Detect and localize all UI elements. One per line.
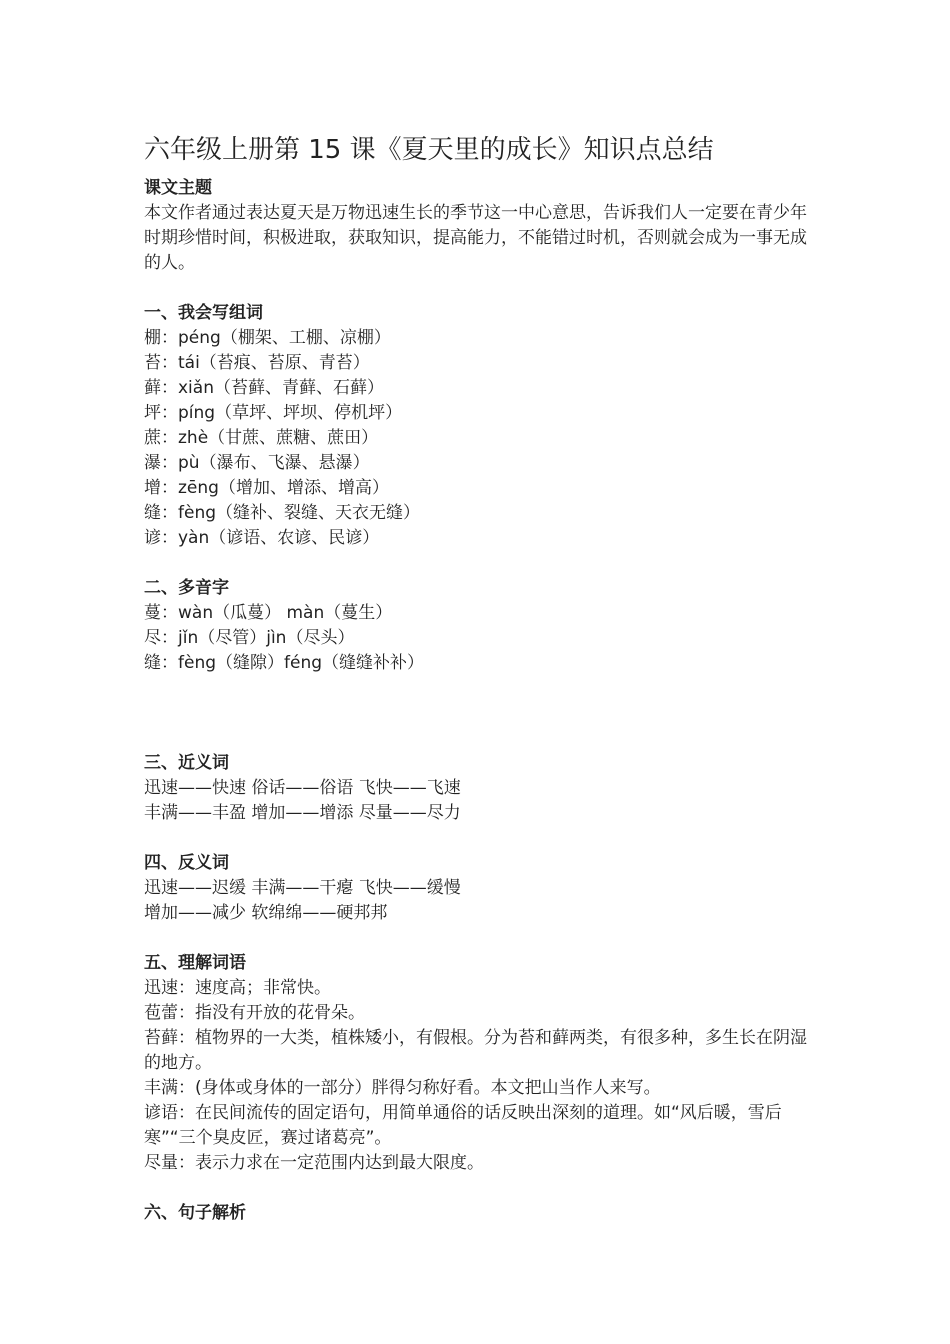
word-entry: 瀑：pù（瀑布、飞瀑、悬瀑） — [144, 453, 370, 473]
section-heading-definitions: 五、理解词语 — [144, 953, 246, 973]
definition-entry: 苞蕾：指没有开放的花骨朵。 — [144, 1003, 365, 1023]
polyphone-entry: 缝：fèng（缝隙）féng（缝缝补补） — [144, 653, 425, 673]
section-heading-synonyms: 三、近义词 — [144, 753, 229, 773]
polyphone-entry: 尽：jǐn（尽管）jìn（尽头） — [144, 628, 355, 648]
spacer — [144, 276, 814, 301]
word-entry: 棚：péng（棚架、工棚、凉棚） — [144, 328, 391, 348]
spacer — [144, 926, 814, 951]
antonym-entry: 迅速——迟缓 丰满——干瘪 飞快——缓慢 — [144, 878, 461, 898]
section-heading-antonyms: 四、反义词 — [144, 853, 229, 873]
synonym-entry: 丰满——丰盈 增加——增添 尽量——尽力 — [144, 803, 461, 823]
synonym-entry: 迅速——快速 俗话——俗语 飞快——飞速 — [144, 778, 461, 798]
section-heading-theme: 课文主题 — [144, 178, 212, 198]
definition-entry: 尽量：表示力求在一定范围内达到最大限度。 — [144, 1153, 484, 1173]
word-entry: 缝：fèng（缝补、裂缝、天衣无缝） — [144, 503, 421, 523]
word-entry: 坪：píng（草坪、坪坝、停机坪） — [144, 403, 403, 423]
word-entry: 藓：xiǎn（苔藓、青藓、石藓） — [144, 378, 384, 398]
polyphone-entry: 蔓：wàn（瓜蔓） màn（蔓生） — [144, 603, 393, 623]
spacer — [144, 676, 814, 751]
word-entry: 苔：tái（苔痕、苔原、青苔） — [144, 353, 370, 373]
word-entry: 增：zēng（增加、增添、增高） — [144, 478, 389, 498]
definition-entry: 迅速：速度高；非常快。 — [144, 978, 331, 998]
section-heading-sentences: 六、句子解析 — [144, 1203, 246, 1223]
definition-entry: 谚语：在民间流传的固定语句，用简单通俗的话反映出深刻的道理。如“风后暖，雪后寒”“三个臭皮匠，赛过诸葛亮”。 — [144, 1103, 782, 1148]
definition-entry: 苔藓：植物界的一大类，植株矮小，有假根。分为苔和藓两类，有很多种，多生长在阴湿的地方。 — [144, 1028, 807, 1073]
section-heading-words: 一、我会写组词 — [144, 303, 263, 323]
section-heading-polyphones: 二、多音字 — [144, 578, 229, 598]
definition-entry: 丰满：(身体或身体的一部分）胖得匀称好看。本文把山当作人来写。 — [144, 1078, 661, 1098]
document-page — [144, 130, 814, 1226]
word-entry: 蔗：zhè（甘蔗、蔗糖、蔗田） — [144, 428, 379, 448]
antonym-entry: 增加——减少 软绵绵——硬邦邦 — [144, 903, 388, 923]
spacer — [144, 826, 814, 851]
spacer — [144, 1176, 814, 1201]
word-entry: 谚：yàn（谚语、农谚、民谚） — [144, 528, 380, 548]
spacer — [144, 551, 814, 576]
theme-paragraph: 本文作者通过表达夏天是万物迅速生长的季节这一中心意思，告诉我们人一定要在青少年时期珍惜时间，积极进取，获取知识，提高能力，不能错过时机，否则就会成为一事无成的人。 — [144, 203, 807, 273]
document-title: 六年级上册第 15 课《夏天里的成长》知识点总结 — [144, 135, 714, 165]
